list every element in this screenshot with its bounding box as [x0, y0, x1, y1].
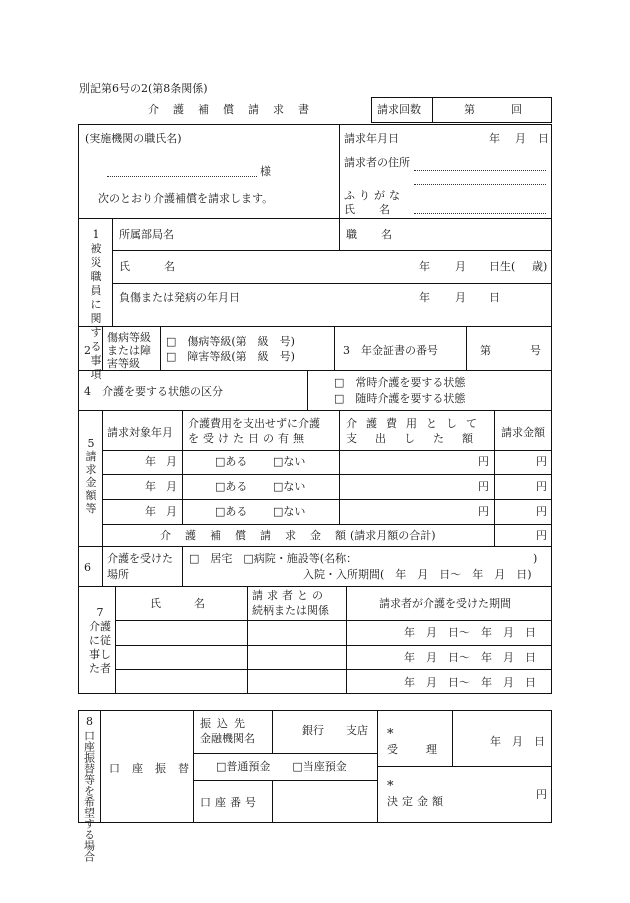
row1-amount-yen: 円 — [536, 455, 547, 468]
s6-options[interactable]: □ 居宅 □病院・施設等(名称： — [189, 552, 358, 565]
address-label: 請求者の住所 — [344, 156, 410, 169]
s5-label-3: 金 — [85, 476, 97, 489]
staff-name-label: 氏名 — [119, 260, 209, 273]
row3-month: 月 — [166, 505, 177, 518]
col-received-2: を受けた日の有無 — [188, 432, 308, 445]
s2-label-3: 害等級 — [107, 357, 140, 370]
row2-year: 年 — [145, 480, 156, 493]
s7-col-name: 氏 名 — [150, 597, 205, 610]
birth-day: 日生( — [489, 260, 516, 273]
furigana-label: ふりがな — [344, 189, 404, 202]
received-label: 受理 — [387, 743, 465, 756]
col-cost-2: 支出した額 — [346, 432, 491, 445]
request-count-label: 請求回数 — [377, 103, 421, 116]
row3-cost-yen: 円 — [478, 505, 489, 518]
decision-label: 決定金額 — [387, 795, 447, 808]
s5-num: 5 — [87, 437, 95, 450]
col-month: 請求対象年月 — [107, 426, 173, 439]
s8-side-label: 口座振替等を希望する場合 — [82, 730, 96, 862]
s5-label-5: 等 — [85, 502, 97, 515]
account-number-label: 口座番号 — [200, 796, 260, 809]
s2-num: 2 — [84, 344, 91, 357]
s7-label-3: 事し — [89, 648, 111, 661]
s3-dai: 第 — [480, 344, 491, 357]
row2-cost-yen: 円 — [478, 480, 489, 493]
s6-label-1: 介護を受けた — [107, 552, 173, 565]
total-note: (請求月額の合計) — [350, 529, 436, 542]
s6-period: 入院・入所期間( 年 月 日〜 年 月 日) — [303, 568, 532, 581]
birth-year: 年 — [419, 260, 430, 273]
s7-label-1: 介護 — [89, 620, 111, 633]
sama-label: 様 — [260, 165, 271, 178]
request-count-kai: 回 — [511, 103, 522, 116]
s1-label-1: 被災 — [90, 242, 102, 269]
position-label: 職名 — [346, 228, 416, 241]
s1-label-2: 職員 — [90, 270, 102, 297]
department-label: 所属部局名 — [119, 228, 174, 241]
s7-col-period: 請求者が介護を受けた期間 — [379, 597, 511, 610]
ymd-month: 月 — [515, 132, 526, 145]
s7-row1-period: 年 月 日〜 年 月 日 — [404, 626, 536, 639]
total-label: 介護補償請求金額 — [160, 529, 360, 542]
account-types[interactable]: □普通預金 □当座預金 — [216, 760, 347, 773]
form-reference: 別記第6号の2(第8条関係) — [79, 82, 208, 95]
s5-label-2: 求 — [85, 463, 97, 476]
s1-label-5: 事項 — [90, 354, 102, 381]
agency-label: (実施機関の職氏名) — [85, 132, 182, 145]
s6-num: 6 — [84, 561, 91, 574]
row3-no[interactable]: □ない — [273, 505, 306, 518]
request-date-label: 請求年月日 — [344, 132, 399, 145]
s3-label: 3 年金証書の番号 — [343, 344, 438, 357]
row1-yes[interactable]: □ある — [215, 455, 248, 468]
birth-month: 月 — [455, 260, 466, 273]
row2-amount-yen: 円 — [536, 480, 547, 493]
ymd-day: 日 — [538, 132, 549, 145]
s1-label-4: する — [90, 326, 102, 353]
s2-label-1: 傷病等級 — [107, 331, 151, 344]
s7-row3-period: 年 月 日〜 年 月 日 — [404, 676, 536, 689]
bank-label-2: 金融機関名 — [200, 732, 255, 745]
s2-option-disability[interactable]: □ 障害等級(第 級 号) — [166, 350, 295, 363]
row3-year: 年 — [145, 505, 156, 518]
received-date: 年 月 日 — [490, 735, 545, 748]
intro-text: 次のとおり介護補償を請求します。 — [98, 192, 274, 205]
injury-year: 年 — [419, 291, 430, 304]
received-mark: * — [387, 727, 394, 742]
row1-no[interactable]: □ない — [273, 455, 306, 468]
row2-yes[interactable]: □ある — [215, 480, 248, 493]
s7-label-2: に従 — [89, 634, 111, 647]
s4-option-occasional[interactable]: □ 随時介護を要する状態 — [334, 392, 466, 405]
agency-name-line[interactable] — [107, 176, 257, 177]
s2-label-2: または障 — [107, 344, 151, 357]
address-line-2[interactable] — [414, 184, 546, 185]
bank-label-1: 振込先 — [200, 717, 251, 730]
s3-go: 号 — [530, 344, 541, 357]
form-title: 介護補償請求書 — [148, 103, 323, 116]
s6-close-paren: ) — [533, 552, 538, 565]
name-label: 氏名 — [344, 203, 414, 216]
col-amount: 請求金額 — [501, 426, 545, 439]
injury-month: 月 — [455, 291, 466, 304]
injury-day: 日 — [489, 291, 500, 304]
row1-month: 月 — [166, 455, 177, 468]
row1-year: 年 — [145, 455, 156, 468]
s8-num: 8 — [86, 715, 93, 728]
s7-col-relation-1: 請求者との — [252, 589, 327, 602]
decision-mark: * — [387, 779, 394, 794]
name-line[interactable] — [414, 213, 546, 214]
s7-col-relation-2: 続柄または関係 — [252, 604, 329, 617]
s6-label-2: 場所 — [107, 568, 129, 581]
request-count-input[interactable] — [482, 101, 506, 117]
row2-month: 月 — [166, 480, 177, 493]
bank-value[interactable]: 銀行 支店 — [302, 724, 368, 737]
row1-cost-yen: 円 — [478, 455, 489, 468]
row3-yes[interactable]: □ある — [215, 505, 248, 518]
transfer-label: 口座振替 — [109, 762, 201, 775]
s7-row2-period: 年 月 日〜 年 月 日 — [404, 651, 536, 664]
s5-label-1: 請 — [85, 450, 97, 463]
total-yen: 円 — [536, 529, 547, 542]
row3-amount-yen: 円 — [536, 505, 547, 518]
request-count-dai: 第 — [464, 103, 475, 116]
injury-date-label: 負傷または発病の年月日 — [119, 291, 240, 304]
address-line-1[interactable] — [414, 170, 546, 171]
col-cost-1: 介護費用として — [346, 417, 486, 430]
s7-label-4: た者 — [89, 662, 111, 675]
s4-option-constant[interactable]: □ 常時介護を要する状態 — [334, 376, 466, 389]
decision-yen: 円 — [536, 788, 547, 801]
s1-label-3: に関 — [90, 298, 102, 325]
s7-num: 7 — [96, 606, 104, 619]
row2-no[interactable]: □ない — [273, 480, 306, 493]
s2-option-sickness[interactable]: □ 傷病等級(第 級 号) — [166, 335, 295, 348]
s4-label: 4 介護を要する状態の区分 — [84, 385, 223, 398]
birth-age: 歳) — [532, 260, 548, 273]
s1-num: 1 — [92, 228, 100, 241]
col-received-1: 介護費用を支出せずに介護 — [188, 417, 320, 430]
s5-label-4: 額 — [85, 489, 97, 502]
ymd-year: 年 — [489, 132, 500, 145]
